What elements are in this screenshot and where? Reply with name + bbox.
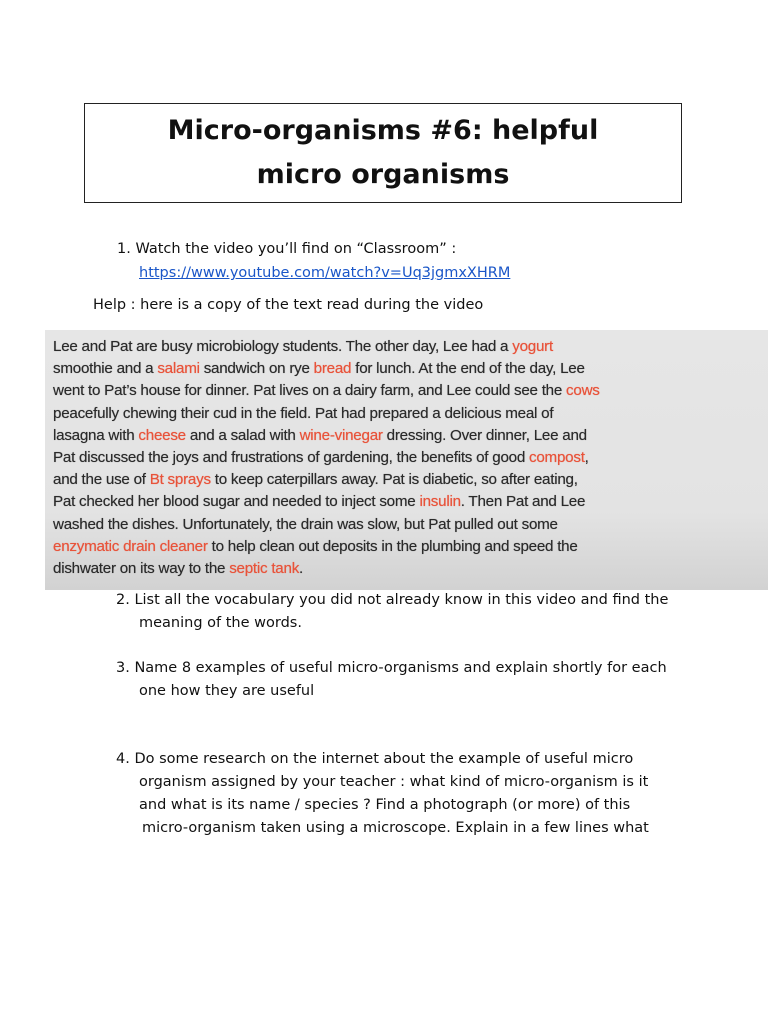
transcript-line: dishwater on its way to the septic tank. — [53, 560, 304, 578]
step2-line1: 2. List all the vocabulary you did not already know in this video and find the — [116, 592, 669, 608]
step1-text: 1. Watch the video you’ll find on “Classroom” : — [117, 241, 457, 257]
transcript-text — [53, 336, 765, 580]
video-link[interactable]: https://www.youtube.com/watch?v=Uq3jgmxXHRM — [139, 265, 511, 281]
step3-line2: one how they are useful — [139, 683, 315, 699]
transcript-line: Lee and Pat are busy microbiology students. The other day, Lee had a yogurt — [53, 338, 553, 355]
step3-line1: 3. Name 8 examples of useful micro-organisms and explain shortly for each — [116, 660, 667, 676]
highlight-term: insulin — [419, 493, 461, 511]
transcript-line: peacefully chewing their cud in the field. Pat had prepared a delicious meal of — [53, 404, 554, 422]
highlight-term: salami — [157, 360, 200, 378]
transcript-line: lasagna with cheese and a salad with wine-vinegar dressing. Over dinner, Lee and — [53, 426, 587, 444]
transcript-line: Pat checked her blood sugar and needed to inject some insulin. Then Pat and Lee — [53, 493, 586, 511]
page-title: Micro-organisms #6: helpful micro organisms — [167, 115, 599, 190]
step4-line1: 4. Do some research on the internet about the example of useful micro — [116, 751, 634, 767]
highlight-term: cheese — [138, 426, 186, 444]
transcript-line: washed the dishes. Unfortunately, the drain was slow, but Pat pulled out some — [53, 515, 558, 533]
transcript-line: went to Pat’s house for dinner. Pat lives on a dairy farm, and Lee could see the cows — [53, 382, 600, 400]
highlight-term: bread — [313, 360, 352, 378]
step4-line4: micro-organism taken using a microscope. Explain in a few lines what — [142, 820, 649, 836]
highlight-term: enzymatic drain cleaner — [53, 537, 208, 555]
help-text: Help : here is a copy of the text read during the video — [93, 297, 484, 313]
transcript-line: Pat discussed the joys and frustrations of gardening, the benefits of good compost, — [53, 449, 589, 467]
step2-line2: meaning of the words. — [139, 615, 302, 631]
transcript-line: enzymatic drain cleaner to help clean out deposits in the plumbing and speed the — [53, 537, 578, 555]
transcript-line: smoothie and a salami sandwich on rye bread for lunch. At the end of the day, Lee — [53, 360, 585, 378]
title-box — [84, 103, 682, 203]
video-transcript-image — [45, 330, 768, 590]
highlight-term: cows — [566, 382, 600, 400]
transcript-line: and the use of Bt sprays to keep caterpillars away. Pat is diabetic, so after eating, — [53, 471, 578, 489]
highlight-term: septic tank — [229, 560, 300, 578]
step4-line3: and what is its name / species ? Find a photograph (or more) of this — [139, 797, 631, 813]
highlight-term: wine-vinegar — [299, 426, 383, 444]
highlight-term: Bt sprays — [149, 471, 211, 489]
highlight-term: yogurt — [512, 338, 553, 355]
highlight-term: compost — [529, 449, 585, 467]
step4-line2: organism assigned by your teacher : what kind of micro-organism is it — [139, 774, 649, 790]
